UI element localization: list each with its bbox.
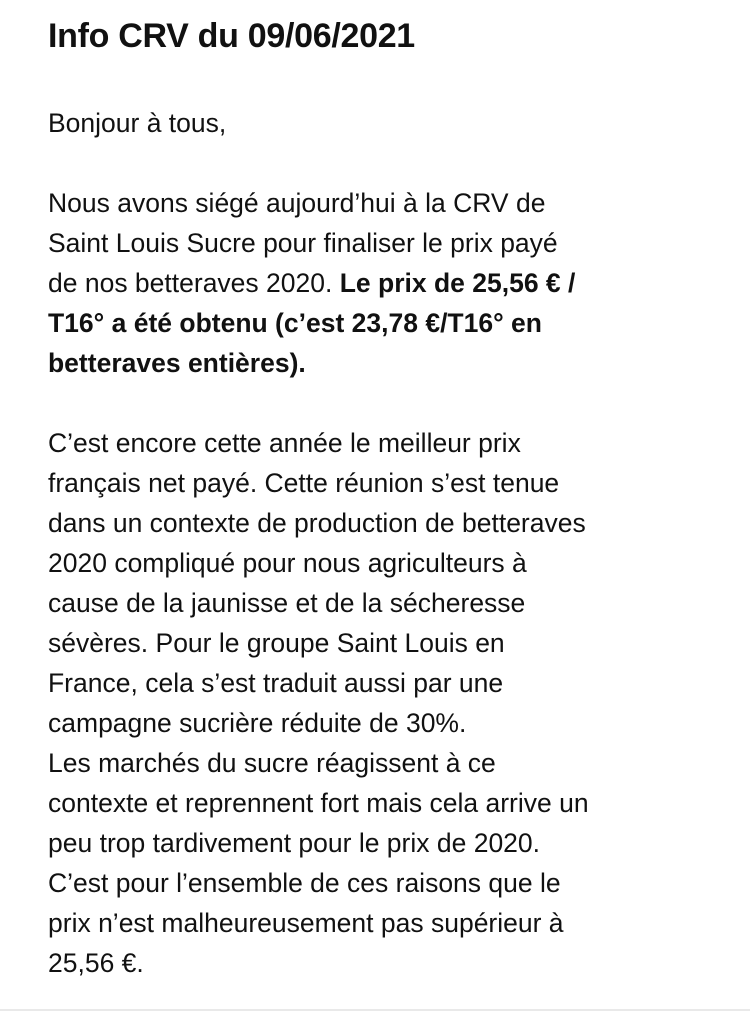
text-line: 25,56 €. xyxy=(48,948,144,978)
text-line: dans un contexte de production de betteraves xyxy=(48,508,586,538)
text-line: Les marchés du sucre réagissent à ce xyxy=(48,748,496,778)
text-line xyxy=(48,263,708,303)
text-line: prix n’est malheureusement pas supérieur à xyxy=(48,908,564,938)
text-line: Saint Louis Sucre pour finaliser le prix payé xyxy=(48,228,558,258)
page-title: Info CRV du 09/06/2021 xyxy=(48,17,415,55)
text-line: français net payé. Cette réunion s’est tenue xyxy=(48,468,560,498)
text-line: Nous avons siégé aujourd’hui à la CRV de xyxy=(48,188,546,218)
greeting: Bonjour à tous, xyxy=(48,108,227,138)
price-highlight: Le prix de 25,56 € / xyxy=(339,268,576,298)
text-line: campagne sucrière réduite de 30%. xyxy=(48,708,467,738)
text-line-bold xyxy=(48,303,708,343)
price-highlight: T16° a été obtenu (c’est 23,78 €/T16° en xyxy=(48,308,542,338)
text-line: contexte et reprennent fort mais cela arrive un xyxy=(48,788,589,818)
text-line: cause de la jaunisse et de la sécheresse xyxy=(48,588,526,618)
spacer xyxy=(48,383,708,423)
text-line: C’est pour l’ensemble de ces raisons que le xyxy=(48,868,561,898)
spacer xyxy=(48,143,708,183)
text-line: peu trop tardivement pour le prix de 2020. xyxy=(48,828,541,858)
paragraph-context xyxy=(48,423,708,983)
price-highlight: betteraves entières). xyxy=(48,348,306,378)
text-line-bold xyxy=(48,343,708,383)
text-line: sévères. Pour le groupe Saint Louis en xyxy=(48,628,505,658)
message-body xyxy=(48,103,708,983)
paragraph-price xyxy=(48,183,708,383)
text-line: France, cela s’est traduit aussi par une xyxy=(48,668,504,698)
text-run: de nos betteraves 2020. xyxy=(48,268,340,298)
text-line: 2020 compliqué pour nous agriculteurs à xyxy=(48,548,527,578)
text-line: C’est encore cette année le meilleur prix xyxy=(48,428,521,458)
